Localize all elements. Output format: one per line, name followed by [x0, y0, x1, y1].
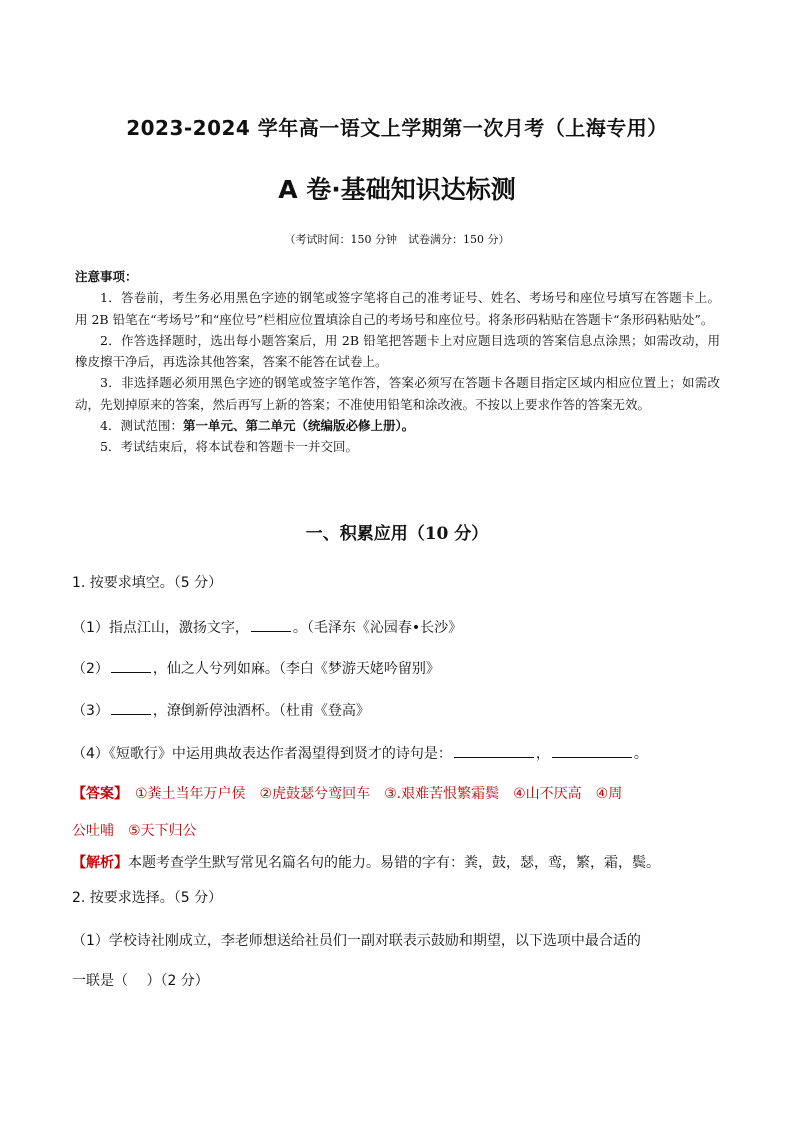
analysis-tag: 【解析】 [72, 855, 128, 871]
question-1-sub-4 [72, 743, 722, 763]
analysis-text: 本题考查学生默写常见名篇名句的能力。易错的字有：粪，鼓，瑟，鸾，繁，霜，鬓。 [128, 855, 660, 871]
sub-1-text-after: 。（毛泽东《沁园春•长沙》 [292, 620, 463, 636]
notice-heading: 注意事项： [75, 269, 138, 284]
exam-title: 2023-2024 学年高一语文上学期第一次月考（上海专用） [126, 116, 668, 140]
question-1-sub-2 [72, 658, 722, 678]
question-2-stem: 2. 按要求选择。（5 分） [72, 890, 223, 906]
question-2-sub-1-line-1: （1）学校诗社刚成立，李老师想送给社员们一副对联表示鼓励和期望，以下选项中最合适的 [72, 933, 641, 949]
sub-2-text-after: ，仙之人兮列如麻。（李白《梦游天姥吟留别》 [152, 661, 440, 677]
sub-3-text-before: （3） [72, 703, 109, 719]
notice-item-2: 2．作答选择题时，选出每小题答案后，用 2B 铅笔把答题卡上对应题目选项的答案信息点涂黑；如需改动，用橡皮擦干净后，再选涂其他答案，答案不能答在试卷上。 [75, 332, 720, 370]
paper-subtitle: A 卷·基础知识达标测 [278, 175, 516, 204]
answer-line-2: 公吐哺 ⑤天下归公 [72, 823, 197, 839]
notice-item-1: 1．答卷前，考生务必用黑色字迹的钢笔或签字笔将自己的准考证号、姓名、考场号和座位号填写在答题卡上。用 2B 铅笔在“考场号”和“座位号”栏相应位置填涂自己的考场号和座位号。将条形码粘贴在答题卡“条形码粘贴处”。 [75, 290, 720, 327]
sub-4-text-before: （4）《短歌行》中运用典故表达作者渴望得到贤才的诗句是： [72, 746, 452, 762]
answer-blank[interactable] [111, 658, 151, 673]
notice-block [75, 266, 720, 458]
sub-3-text-after: ，潦倒新停浊酒杯。（杜甫《登高》 [152, 703, 370, 719]
sub-4-text-mid: ， [535, 746, 550, 762]
answer-blank[interactable] [111, 700, 151, 715]
question-1-sub-1 [72, 617, 722, 637]
question-1-stem: 1. 按要求填空。（5 分） [72, 575, 223, 591]
sub-4-text-after: 。 [633, 746, 648, 762]
notice-item-4-scope: 第一单元、第二单元（统编版必修上册）。 [182, 418, 415, 434]
notice-item-5: 5．考试结束后，将本试卷和答题卡一并交回。 [100, 439, 358, 455]
notice-item-3: 3．非选择题必须用黑色字迹的钢笔或签字笔作答，答案必须写在答题卡各题目指定区域内相应位置上；如需改动，先划掉原来的答案，然后再写上新的答案；不准使用铅笔和涂改液。不按以上要求作答的答案无效。 [75, 375, 720, 412]
answer-text-1: ①粪土当年万户侯 ②虎鼓瑟兮鸾回车 ③.艰难苦恨繁霜鬓 ④山不厌高 ④周 [121, 786, 623, 802]
answer-line-1 [72, 783, 722, 803]
notice-item-4-prefix: 4．测试范围： [100, 418, 183, 434]
analysis-line [72, 852, 722, 872]
answer-blank[interactable] [251, 617, 291, 632]
answer-blank[interactable] [454, 743, 534, 758]
answer-tag: 【答案】 [72, 786, 121, 802]
notice-item-4 [75, 415, 720, 436]
section-title: 一、积累应用（10 分） [305, 524, 489, 544]
answer-blank[interactable] [552, 743, 632, 758]
sub-2-text-before: （2） [72, 661, 109, 677]
exam-meta: （考试时间：150 分钟 试卷满分：150 分） [284, 233, 510, 246]
question-2-sub-1-line-2: 一联是（ ）（2 分） [72, 973, 209, 989]
question-1-sub-3 [72, 700, 722, 720]
sub-1-text-before: （1）指点江山，激扬文字， [72, 620, 249, 636]
